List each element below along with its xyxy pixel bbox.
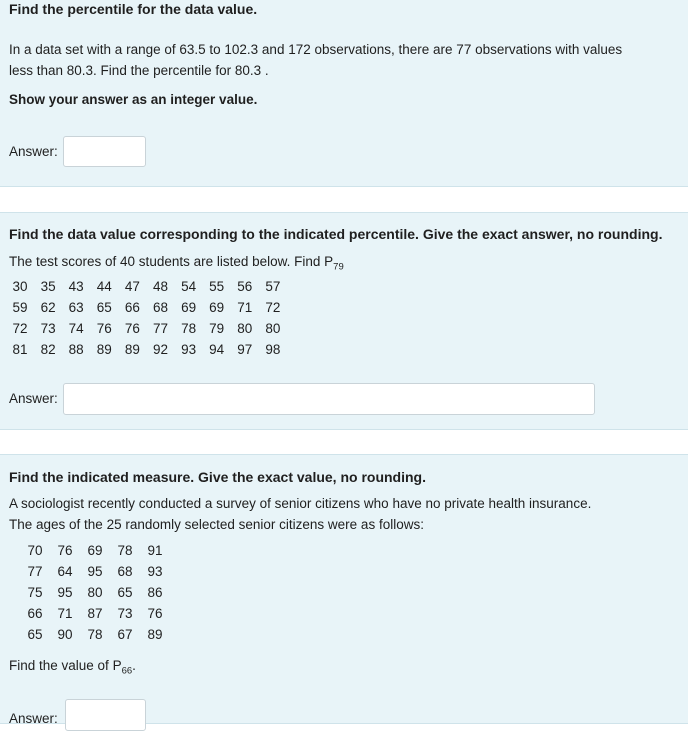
question-2-data-cell: 93 [181,342,197,357]
question-3-data-cell: 64 [57,564,73,579]
question-2-data-cell: 72 [265,300,281,315]
question-3-data-cell: 95 [57,585,73,600]
question-2-data-cell: 97 [237,342,253,357]
question-2-data-cell: 74 [68,321,84,336]
question-3-data-cell: 87 [87,606,103,621]
question-3-data-cell: 75 [27,585,43,600]
question-2-intro-text: The test scores of 40 students are listed below. Find P [9,254,334,269]
question-3-data-cell: 86 [147,585,163,600]
question-3-data-cell: 65 [27,627,43,642]
question-2-data-cell: 62 [40,300,56,315]
question-2-data-cell: 47 [124,279,140,294]
question-2-data-cell: 76 [96,321,112,336]
question-2-data-cell: 57 [265,279,281,294]
question-3-text-line-1: A sociologist recently conducted a survey of senior citizens who have no private health insurance. [9,496,592,511]
question-2-data-cell: 82 [40,342,56,357]
question-3-data-cell: 78 [87,627,103,642]
question-3-data-cell: 70 [27,543,43,558]
question-2-data-cell: 35 [40,279,56,294]
question-3-data-row [24,564,174,585]
question-3-data-cell: 73 [117,606,133,621]
question-3-data-cell: 91 [147,543,163,558]
question-2-data-cell: 66 [124,300,140,315]
question-3-data-cell: 71 [57,606,73,621]
question-3-find-text [9,655,136,682]
question-2-data-cell: 65 [96,300,112,315]
question-1-answer-label: Answer: [9,144,58,159]
question-2-data-cell: 48 [152,279,169,294]
question-3-answer-label: Answer: [9,711,58,726]
question-3-data-cell: 69 [87,543,103,558]
question-2-data-cell: 78 [181,321,197,336]
question-3-data-row [24,543,174,564]
question-3-title: Find the indicated measure. Give the exact value, no rounding. [9,469,426,485]
question-2-data-cell: 80 [265,321,281,336]
question-3-panel [0,454,688,724]
question-3-data-cell: 93 [147,564,163,579]
question-2-panel [0,212,688,430]
question-2-data-cell: 79 [209,321,225,336]
question-3-data-cell: 90 [57,627,73,642]
question-3-percentile-subscript: 66 [121,665,133,677]
question-2-data-cell: 55 [209,279,225,294]
question-2-data-row [9,279,290,300]
question-2-data-cell: 72 [12,321,28,336]
question-1-answer-input[interactable] [63,136,146,167]
question-2-data-cell: 69 [181,300,197,315]
question-2-data-cell: 77 [152,321,169,336]
question-2-data-cell: 71 [237,300,253,315]
question-2-data-cell: 98 [265,342,281,357]
question-2-data-cell: 94 [209,342,225,357]
question-2-data-cell: 89 [124,342,140,357]
question-2-data-cell: 73 [40,321,56,336]
question-3-find-label: Find the value of P [9,658,122,673]
question-2-data-cell: 30 [12,279,28,294]
question-2-answer-label: Answer: [9,391,58,406]
question-3-text-line-2: The ages of the 25 randomly selected senior citizens were as follows: [9,517,424,532]
question-2-data-cell: 43 [68,279,84,294]
question-2-data-cell: 63 [68,300,84,315]
question-1-title: Find the percentile for the data value. [9,1,258,17]
question-3-find-suffix: . [132,658,136,673]
question-2-data-cell: 44 [96,279,112,294]
question-2-data-cell: 56 [237,279,253,294]
question-3-data-cell: 67 [117,627,133,642]
question-2-data-cell: 80 [237,321,253,336]
question-2-intro [9,251,344,278]
question-3-data-cell: 80 [87,585,103,600]
question-2-title: Find the data value corresponding to the indicated percentile. Give the exact answer, no rounding. [9,226,663,242]
question-1-text-line-1: In a data set with a range of 63.5 to 102.3 and 172 observations, there are 77 observations with values [9,42,623,57]
question-3-answer-input[interactable] [65,699,146,731]
question-2-answer-input[interactable] [63,383,595,415]
question-2-data-cell: 68 [152,300,169,315]
question-2-data-cell: 59 [12,300,28,315]
question-3-data-cell: 76 [57,543,73,558]
question-3-data-cell: 68 [117,564,133,579]
question-1-panel [0,0,688,187]
question-2-data-row [9,321,290,342]
question-3-data-row [24,627,174,648]
question-1-instruction: Show your answer as an integer value. [9,92,258,107]
question-3-data-cell: 89 [147,627,163,642]
question-1-text-line-2: less than 80.3. Find the percentile for 80.3 . [9,63,269,78]
question-2-data-cell: 89 [96,342,112,357]
question-3-data-cell: 77 [27,564,43,579]
question-2-data-cell: 92 [152,342,169,357]
question-2-data-cell: 69 [209,300,225,315]
question-3-data-row [24,606,174,627]
question-2-data-cell: 81 [12,342,28,357]
question-3-data-cell: 76 [147,606,163,621]
question-3-data-cell: 66 [27,606,43,621]
question-3-data-row [24,585,174,606]
question-3-data-cell: 95 [87,564,103,579]
question-2-data-cell: 76 [124,321,140,336]
question-3-data-cell: 78 [117,543,133,558]
question-3-data-cell: 65 [117,585,133,600]
question-2-percentile-subscript: 79 [333,261,344,273]
question-2-data-row [9,342,290,363]
question-2-data-cell: 54 [181,279,197,294]
question-2-data-row [9,300,290,321]
question-2-data-cell: 88 [68,342,84,357]
